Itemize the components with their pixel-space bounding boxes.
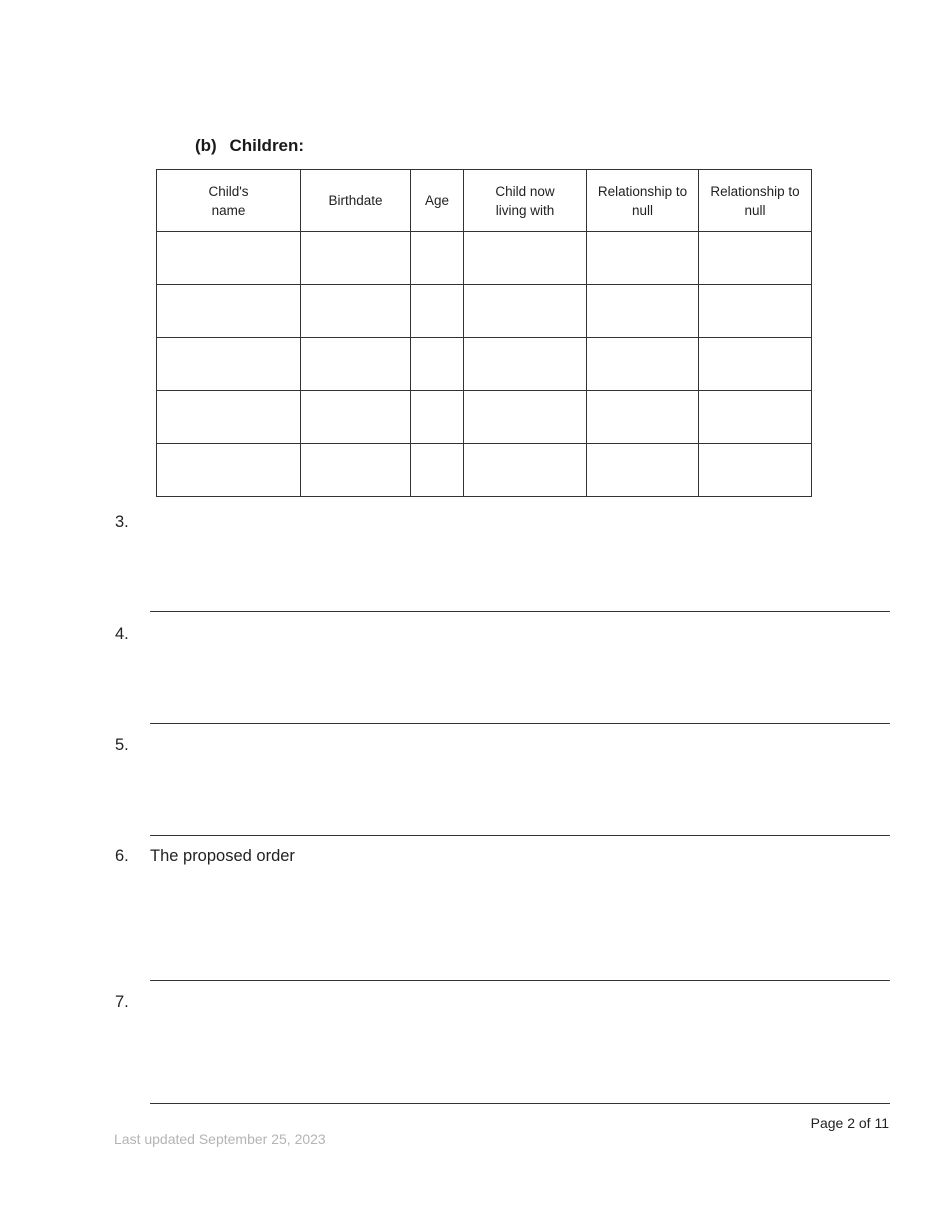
section-heading (195, 136, 304, 156)
table-cell[interactable] (301, 338, 411, 391)
item-number: 6. (115, 847, 129, 865)
table-cell[interactable] (464, 391, 587, 444)
table-cell[interactable] (699, 444, 812, 497)
table-cell[interactable] (464, 338, 587, 391)
table-cell[interactable] (157, 444, 301, 497)
table-row (157, 285, 812, 338)
table-cell[interactable] (411, 285, 464, 338)
table-cell[interactable] (587, 444, 699, 497)
table-cell[interactable] (157, 285, 301, 338)
table-cell[interactable] (301, 391, 411, 444)
table-cell[interactable] (464, 285, 587, 338)
table-cell[interactable] (411, 444, 464, 497)
item-4-answer-line[interactable] (150, 723, 890, 724)
table-cell[interactable] (301, 285, 411, 338)
header-birthdate: Birthdate (301, 170, 411, 232)
table-cell[interactable] (587, 391, 699, 444)
item-6 (115, 847, 295, 866)
page-number: Page 2 of 11 (810, 1115, 889, 1131)
last-updated: Last updated September 25, 2023 (114, 1131, 326, 1147)
table-cell[interactable] (699, 232, 812, 285)
table-cell[interactable] (301, 444, 411, 497)
table-cell[interactable] (587, 232, 699, 285)
item-number: 7. (115, 993, 129, 1011)
section-title: Children: (229, 136, 305, 155)
table-cell[interactable] (699, 285, 812, 338)
header-childs-name: Child's name (157, 170, 301, 232)
table-row (157, 232, 812, 285)
item-5-answer-line[interactable] (150, 835, 890, 836)
table-cell[interactable] (157, 232, 301, 285)
item-7 (115, 993, 150, 1012)
item-number: 4. (115, 625, 129, 643)
children-table (156, 169, 812, 497)
table-row (157, 391, 812, 444)
header-relationship-1: Relationship to null (587, 170, 699, 232)
item-number: 5. (115, 736, 129, 754)
table-row (157, 444, 812, 497)
table-cell[interactable] (157, 338, 301, 391)
header-relationship-2: Relationship to null (699, 170, 812, 232)
table-cell[interactable] (587, 338, 699, 391)
item-6-answer-line[interactable] (150, 980, 890, 981)
table-cell[interactable] (411, 391, 464, 444)
section-label: (b) (195, 136, 217, 155)
table-cell[interactable] (157, 391, 301, 444)
table-cell[interactable] (699, 338, 812, 391)
table-header-row (157, 170, 812, 232)
item-text: The proposed order (150, 847, 295, 865)
header-age: Age (411, 170, 464, 232)
table-cell[interactable] (411, 338, 464, 391)
item-4 (115, 625, 150, 644)
item-number: 3. (115, 513, 129, 531)
header-living-with: Child now living with (464, 170, 587, 232)
item-7-answer-line[interactable] (150, 1103, 890, 1104)
table-cell[interactable] (411, 232, 464, 285)
table-cell[interactable] (699, 391, 812, 444)
item-5 (115, 736, 150, 755)
table-cell[interactable] (464, 232, 587, 285)
table-cell[interactable] (464, 444, 587, 497)
table-row (157, 338, 812, 391)
table-cell[interactable] (301, 232, 411, 285)
item-3 (115, 513, 150, 532)
item-3-answer-line[interactable] (150, 611, 890, 612)
table-cell[interactable] (587, 285, 699, 338)
